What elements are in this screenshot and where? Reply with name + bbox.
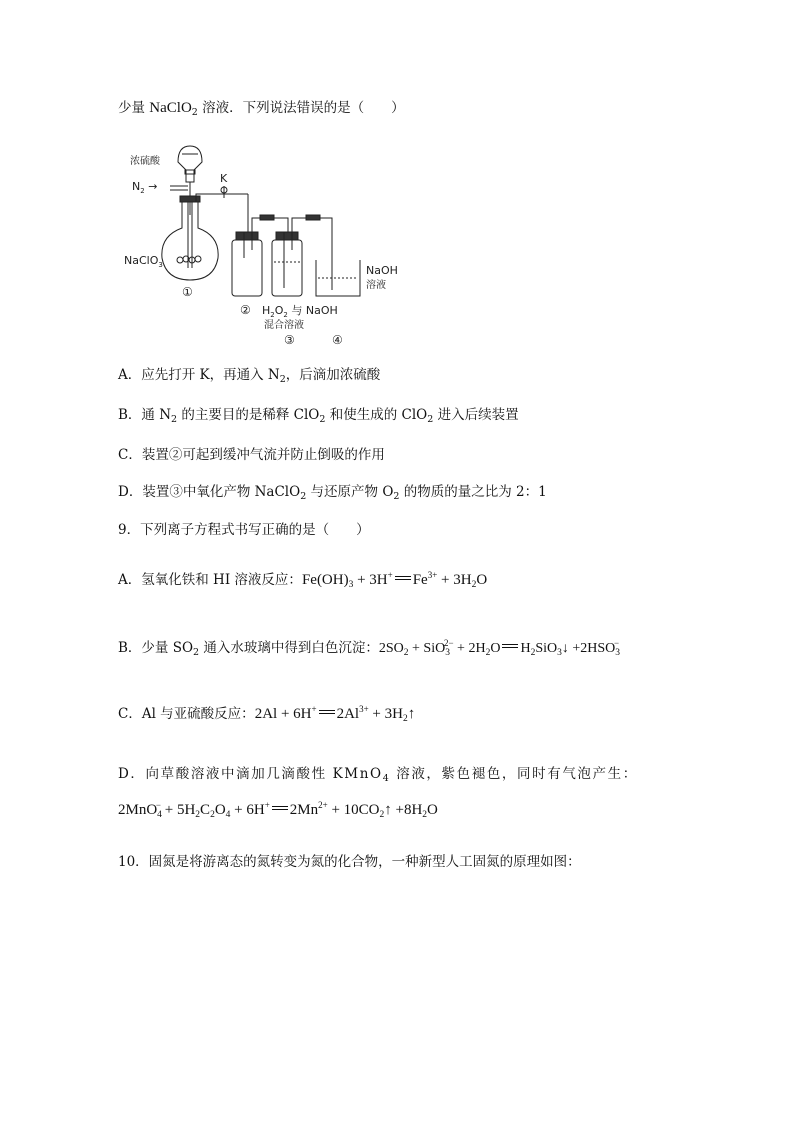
svg-text:②: ② bbox=[240, 303, 251, 317]
svg-text:N2 →: $N_2$ → bbox=[132, 180, 158, 195]
svg-text:溶液: 溶液 bbox=[366, 280, 386, 291]
q8-option-c: C．装置②可起到缓冲气流并防止倒吸的作用 bbox=[118, 447, 385, 463]
svg-text:NaOH: NaOH bbox=[366, 264, 398, 277]
svg-text:H2O2 与 NaOH: $H_2O_2$ 与 NaOH bbox=[262, 304, 338, 319]
intro-line: 少量 NaClO$_2$ 溶液．下列说法错误的是（ ） bbox=[118, 100, 405, 118]
q9-stem: 9．下列离子方程式书写正确的是（ ） bbox=[118, 522, 370, 538]
svg-text:浓硫酸: 浓硫酸 bbox=[130, 156, 160, 167]
q9-option-d-equation: $2MnO_4^- + 5H_2C_2O_4 + 6H^+$ $2Mn^{2+}$ + $10CO_2↑ +8H_2O$ bbox=[118, 800, 438, 820]
svg-text:③: ③ bbox=[284, 333, 295, 347]
svg-text:K: K bbox=[220, 172, 228, 185]
q9-option-a: A．氢氧化铁和 HI 溶液反应：$Fe(OH)_3 + 3H^+$ $Fe^{3+} + 3H_2O$ bbox=[118, 570, 488, 590]
svg-text:NaClO3: NaClO$_3$ bbox=[124, 254, 163, 269]
q8-option-b: B．通 $N_2$ 的主要目的是稀释 ClO$_2$ 和使生成的 ClO$_2$ 进入后续装置 bbox=[118, 407, 519, 425]
svg-text:①: ① bbox=[182, 285, 193, 299]
q8-option-d: D．装置③中氧化产物 NaClO$_2$ 与还原产物 $O_2$ 的物质的量之比为 2：1 bbox=[118, 484, 547, 502]
q10-stem: 10．固氮是将游离态的氮转变为氮的化合物，一种新型人工固氮的原理如图： bbox=[118, 854, 581, 870]
q9-option-b: B．少量 $SO_2$ 通入水玻璃中得到白色沉淀：$2SO_2 + SiO_3^{2-} + 2H_2O$ $H_2SiO_3↓ +2HSO_3^-$ bbox=[118, 638, 621, 658]
apparatus-diagram bbox=[120, 140, 400, 352]
svg-text:④: ④ bbox=[332, 333, 343, 347]
q9-option-d: D．向草酸溶液中滴加几滴酸性 KMnO$_4$ 溶液，紫色褪色，同时有气泡产生： bbox=[118, 766, 638, 784]
q8-option-a: A．应先打开 K，再通入 $N_2$，后滴加浓硫酸 bbox=[118, 367, 381, 385]
svg-text:混合溶液: 混合溶液 bbox=[264, 320, 304, 331]
q9-option-c: C．Al 与亚硫酸反应：2Al + 6H+ $2Al^{3+}$ + $3H_2↑$ bbox=[118, 704, 416, 724]
